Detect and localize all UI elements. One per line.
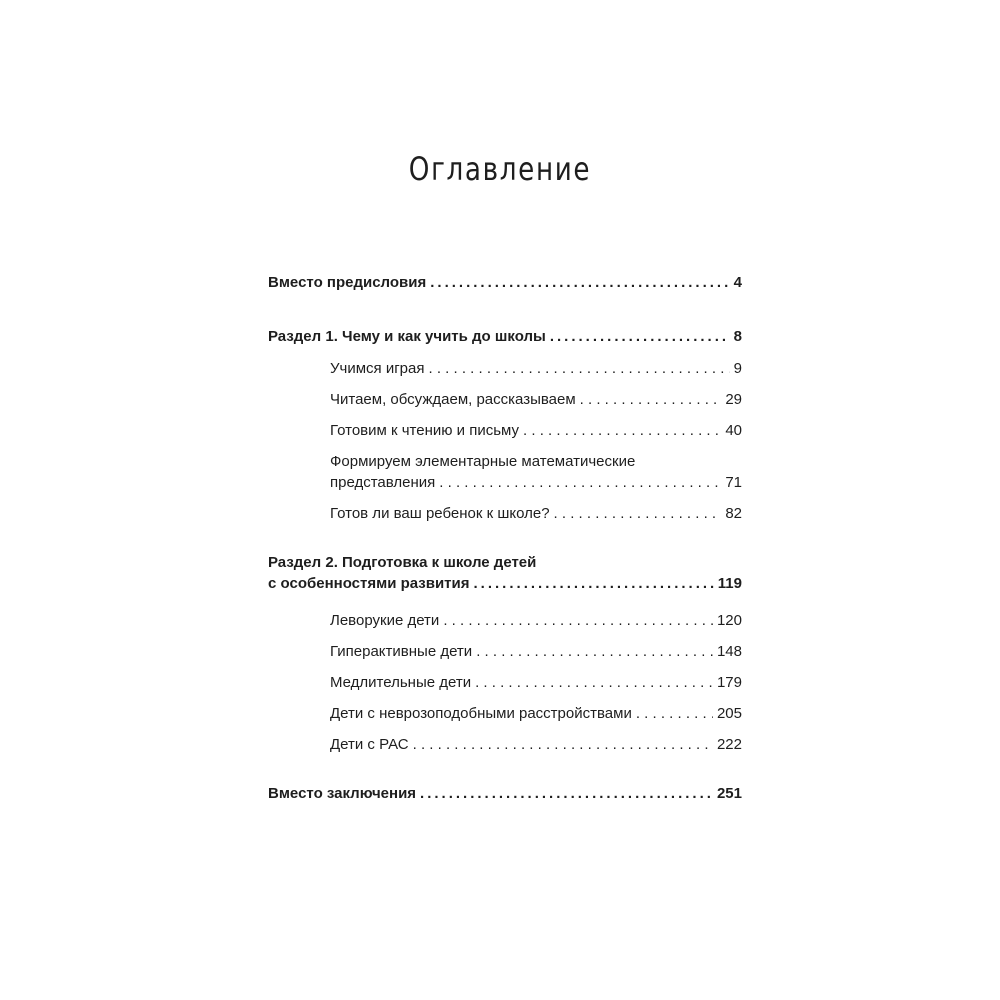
- toc-entry-label: Дети с неврозоподобными расстройствами: [330, 705, 632, 722]
- toc-entry-label: Вместо заключения: [268, 785, 417, 802]
- toc-entry-neurosis-like[interactable]: [268, 703, 742, 724]
- dot-leader: [413, 734, 713, 755]
- toc-entry-slow-children[interactable]: [268, 672, 742, 693]
- toc-entry-reading-discussing[interactable]: [268, 389, 742, 410]
- toc-page-number: 179: [716, 674, 742, 691]
- toc-page-number: 251: [716, 785, 742, 802]
- toc-entry-section-1[interactable]: [268, 326, 742, 347]
- toc-page-number: 148: [716, 643, 742, 660]
- dot-leader: [474, 573, 714, 594]
- dot-leader: [523, 420, 721, 441]
- dot-leader: [420, 783, 713, 804]
- toc-entry-label-line2: с особенностями развития: [268, 575, 470, 592]
- dot-leader: [475, 672, 713, 693]
- toc-page-number: 119: [717, 575, 742, 592]
- toc-page-number: 4: [733, 274, 742, 291]
- dot-leader: [443, 610, 713, 631]
- toc-entry-hyperactive[interactable]: [268, 641, 742, 662]
- dot-leader: [636, 703, 713, 724]
- toc-entry-label-line2: представления: [330, 474, 436, 491]
- dot-leader: [550, 326, 730, 347]
- table-of-contents: [268, 272, 742, 804]
- toc-title: Оглавление: [408, 150, 592, 188]
- dot-leader: [428, 358, 729, 379]
- toc-entry-label: Медлительные дети: [330, 674, 472, 691]
- toc-entry-label: Леворукие дети: [330, 612, 440, 629]
- toc-entry-asd[interactable]: [268, 734, 742, 755]
- toc-page-number: 8: [733, 328, 742, 345]
- dot-leader: [580, 389, 722, 410]
- toc-entry-label: Гиперактивные дети: [330, 643, 473, 660]
- toc-entry-label: Готовим к чтению и письму: [330, 422, 520, 439]
- toc-entry-label: Читаем, обсуждаем, рассказываем: [330, 391, 576, 408]
- toc-entry-label: Раздел 1. Чему и как учить до школы: [268, 328, 546, 345]
- toc-entry-section-2[interactable]: [268, 552, 742, 594]
- toc-entry-label: Вместо предисловия: [268, 274, 427, 291]
- toc-entry-label: Учимся играя: [330, 360, 425, 377]
- toc-page-number: 9: [733, 360, 742, 377]
- toc-page-number: 29: [725, 391, 742, 408]
- toc-entry-math-concepts[interactable]: [268, 451, 742, 493]
- toc-entry-school-readiness[interactable]: [268, 503, 742, 524]
- toc-entry-label: Готов ли ваш ребенок к школе?: [330, 505, 550, 522]
- dot-leader: [476, 641, 713, 662]
- toc-entry-label-line1: Формируем элементарные математические: [330, 453, 636, 470]
- toc-page-number: 40: [725, 422, 742, 439]
- toc-page-number: 71: [725, 474, 742, 491]
- toc-entry-learning-through-play[interactable]: [268, 358, 742, 379]
- toc-entry-label: Дети с РАС: [330, 736, 409, 753]
- toc-entry-conclusion[interactable]: [268, 783, 742, 804]
- dot-leader: [430, 272, 729, 293]
- dot-leader: [554, 503, 722, 524]
- toc-page-number: 205: [716, 705, 742, 722]
- toc-entry-preparing-reading-writing[interactable]: [268, 420, 742, 441]
- toc-page-number: 120: [716, 612, 742, 629]
- toc-entry-label-line1: Раздел 2. Подготовка к школе детей: [268, 554, 537, 571]
- toc-entry-intro[interactable]: [268, 272, 742, 293]
- dot-leader: [439, 472, 721, 493]
- toc-entry-left-handed[interactable]: [268, 610, 742, 631]
- toc-page-number: 222: [716, 736, 742, 753]
- toc-page-number: 82: [725, 505, 742, 522]
